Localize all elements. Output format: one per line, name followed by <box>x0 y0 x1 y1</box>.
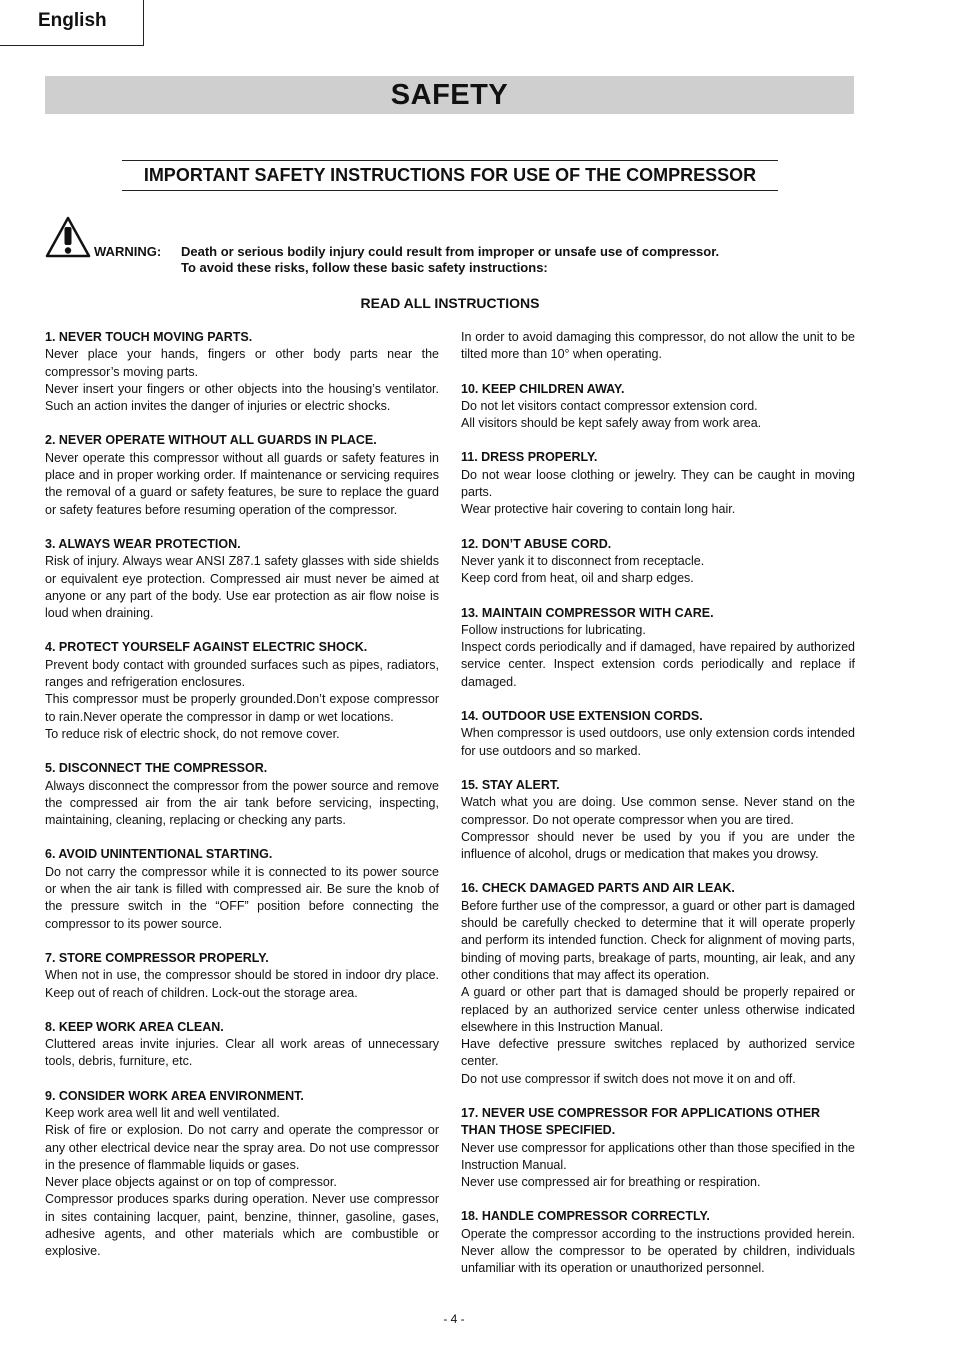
instruction-item <box>461 708 855 760</box>
instruction-title: 8. KEEP WORK AREA CLEAN. <box>45 1019 224 1034</box>
instruction-title: 7. STORE COMPRESSOR PROPERLY. <box>45 950 269 965</box>
instruction-text: Do not let visitors contact compressor extension cord. <box>461 398 758 413</box>
instruction-title: 11. DRESS PROPERLY. <box>461 450 598 465</box>
instruction-title: 6. AVOID UNINTENTIONAL STARTING. <box>45 847 273 862</box>
instruction-text: Risk of fire or explosion. Do not carry and operate the compressor or any other electrical device near the spray area. Do not use compressor in the presence of flammable liquids or gases. <box>45 1123 439 1172</box>
instruction-text: Do not wear loose clothing or jewelry. They can be caught in moving parts. <box>461 467 855 500</box>
tilt-notice-text: In order to avoid damaging this compressor, do not allow the unit to be tilted more than 10° when operating. <box>461 330 855 362</box>
instruction-title: 2. NEVER OPERATE WITHOUT ALL GUARDS IN PLACE. <box>45 433 377 448</box>
warning-text <box>181 244 841 276</box>
instruction-item <box>45 432 439 518</box>
instruction-text: This compressor must be properly grounded.Don’t expose compressor to rain.Never operate the compressor in damp or wet locations. <box>45 692 439 724</box>
tilt-notice <box>461 329 855 364</box>
instruction-text: Never place objects against or on top of compressor. <box>45 1175 337 1190</box>
instruction-item <box>461 381 855 433</box>
instruction-text: Always disconnect the compressor from the power source and remove the compressed air from the air tank before servicing, inspecting, maintaining, cleaning, replacing or checking any parts. <box>45 778 439 828</box>
instruction-text: Do not use compressor if switch does not move it on and off. <box>461 1071 796 1086</box>
instruction-text: A guard or other part that is damaged should be properly repaired or replaced by an authorized service center unless otherwise indicated elsewhere in this Instruction Manual. <box>461 985 855 1034</box>
instruction-item <box>461 777 855 863</box>
instruction-text: Keep cord from heat, oil and sharp edges. <box>461 571 694 586</box>
instruction-text: Never use compressor for applications other than those specified in the Instruction Manual. <box>461 1140 855 1172</box>
left-column <box>45 329 439 1278</box>
instruction-text: Never insert your fingers or other objects into the housing’s ventilator. Such an action invites the danger of injuries or electric shocks. <box>45 381 439 414</box>
instruction-title: 3. ALWAYS WEAR PROTECTION. <box>45 536 241 551</box>
instruction-title: 5. DISCONNECT THE COMPRESSOR. <box>45 761 268 776</box>
warning-line-1: Death or serious bodily injury could result from improper or unsafe use of compressor. <box>181 244 720 259</box>
instruction-text: Operate the compressor according to the instructions provided herein. Never allow the compressor to be operated by children, individuals unfamiliar with its operation or unauthorized personnel. <box>461 1226 855 1276</box>
instruction-item <box>45 1088 439 1261</box>
instruction-item <box>45 950 439 1002</box>
instruction-text: Never use compressed air for breathing or respiration. <box>461 1175 761 1190</box>
instruction-title: 16. CHECK DAMAGED PARTS AND AIR LEAK. <box>461 881 735 896</box>
instruction-text: Cluttered areas invite injuries. Clear all work areas of unnecessary tools, debris, furniture, etc. <box>45 1037 439 1069</box>
page-number: - 4 - <box>443 1312 465 1326</box>
instruction-title: 10. KEEP CHILDREN AWAY. <box>461 381 625 396</box>
instruction-title: 13. MAINTAIN COMPRESSOR WITH CARE. <box>461 605 714 620</box>
instruction-item <box>45 536 439 622</box>
instruction-text: Have defective pressure switches replaced by authorized service center. <box>461 1037 855 1069</box>
instruction-text: Never yank it to disconnect from receptacle. <box>461 553 705 568</box>
safety-banner: SAFETY <box>45 76 854 114</box>
instruction-item <box>461 536 855 588</box>
instruction-title: 12. DON’T ABUSE CORD. <box>461 536 612 551</box>
instruction-text: Compressor produces sparks during operation. Never use compressor in sites containing lacquer, paint, benzine, thinner, gasoline, gases, adhesive agents, and other materials which are combustible or explosive. <box>45 1192 439 1259</box>
right-items <box>461 381 855 1278</box>
instruction-text: Before further use of the compressor, a guard or other part is damaged should be carefully checked to determine that it will operate properly and perform its intended function. Check for alignment of moving parts, binding of moving parts, breakage of parts, mounting, air leak, and any other conditions that may affect its operation. <box>461 898 855 982</box>
instruction-text: Wear protective hair covering to contain long hair. <box>461 502 736 517</box>
instruction-title: 9. CONSIDER WORK AREA ENVIRONMENT. <box>45 1088 304 1103</box>
right-column <box>461 329 855 1295</box>
warning-triangle-icon <box>45 216 91 258</box>
instruction-item <box>461 1208 855 1277</box>
instruction-item <box>461 1105 855 1191</box>
instruction-title: 14. OUTDOOR USE EXTENSION CORDS. <box>461 709 703 724</box>
language-tab: English <box>0 0 144 46</box>
instruction-item <box>45 760 439 829</box>
instruction-text: Watch what you are doing. Use common sense. Never stand on the compressor. Do not operate compressor when you are tired. <box>461 795 855 827</box>
read-all-heading: READ ALL INSTRUCTIONS <box>360 295 540 311</box>
instruction-item <box>461 880 855 1088</box>
instruction-title: 1. NEVER TOUCH MOVING PARTS. <box>45 330 253 344</box>
instruction-item <box>45 846 439 932</box>
instruction-text: Keep work area well lit and well ventilated. <box>45 1105 280 1120</box>
warning-label: WARNING: <box>94 244 162 259</box>
instruction-text: To reduce risk of electric shock, do not remove cover. <box>45 726 340 741</box>
instruction-text: Inspect cords periodically and if damaged, have repaired by authorized service center. Inspect extension cords periodically and replace if damaged. <box>461 640 855 689</box>
instruction-text: Follow instructions for lubricating. <box>461 622 646 637</box>
instruction-item <box>45 329 439 415</box>
instruction-text: Compressor should never be used by you if you are under the influence of alcohol, drugs or medication that makes you drowsy. <box>461 829 855 862</box>
instruction-text: All visitors should be kept safely away from work area. <box>461 416 762 431</box>
instruction-text: Do not carry the compressor while it is connected to its power source or when the air tank is filled with compressed air. Be sure the knob of the pressure switch in the “OFF” position before connecting the compressor to its power source. <box>45 864 439 931</box>
instruction-item <box>45 1019 439 1071</box>
instruction-item <box>461 605 855 691</box>
instruction-text: When not in use, the compressor should be stored in indoor dry place. Keep out of reach of children. Lock-out the storage area. <box>45 968 439 1000</box>
instruction-text: When compressor is used outdoors, use only extension cords intended for use outdoors and so marked. <box>461 726 855 758</box>
instruction-item <box>461 449 855 518</box>
section-subtitle: IMPORTANT SAFETY INSTRUCTIONS FOR USE OF THE COMPRESSOR <box>122 160 778 191</box>
instruction-title: 17. NEVER USE COMPRESSOR FOR APPLICATIONS OTHER THAN THOSE SPECIFIED. <box>461 1105 821 1138</box>
instruction-title: 4. PROTECT YOURSELF AGAINST ELECTRIC SHOCK. <box>45 640 368 655</box>
instruction-item <box>45 639 439 743</box>
instruction-text: Never place your hands, fingers or other body parts near the compressor’s moving parts. <box>45 347 439 379</box>
instruction-title: 18. HANDLE COMPRESSOR CORRECTLY. <box>461 1209 710 1224</box>
instruction-text: Risk of injury. Always wear ANSI Z87.1 safety glasses with side shields or equivalent eye protection. Compressed air must never be aimed at anyone or any part of the body. Use ear protection as air flow noise is loud when draining. <box>45 554 439 621</box>
instruction-text: Prevent body contact with grounded surfaces such as pipes, radiators, ranges and refrigeration enclosures. <box>45 657 439 690</box>
warning-line-2: To avoid these risks, follow these basic safety instructions: <box>181 260 548 275</box>
instruction-title: 15. STAY ALERT. <box>461 777 560 792</box>
instruction-text: Never operate this compressor without all guards or safety features in place and in proper working order. If maintenance or servicing requires the removal of a guard or safety features, be sure to replace the guard or safety features before resuming operation of the compressor. <box>45 450 439 517</box>
